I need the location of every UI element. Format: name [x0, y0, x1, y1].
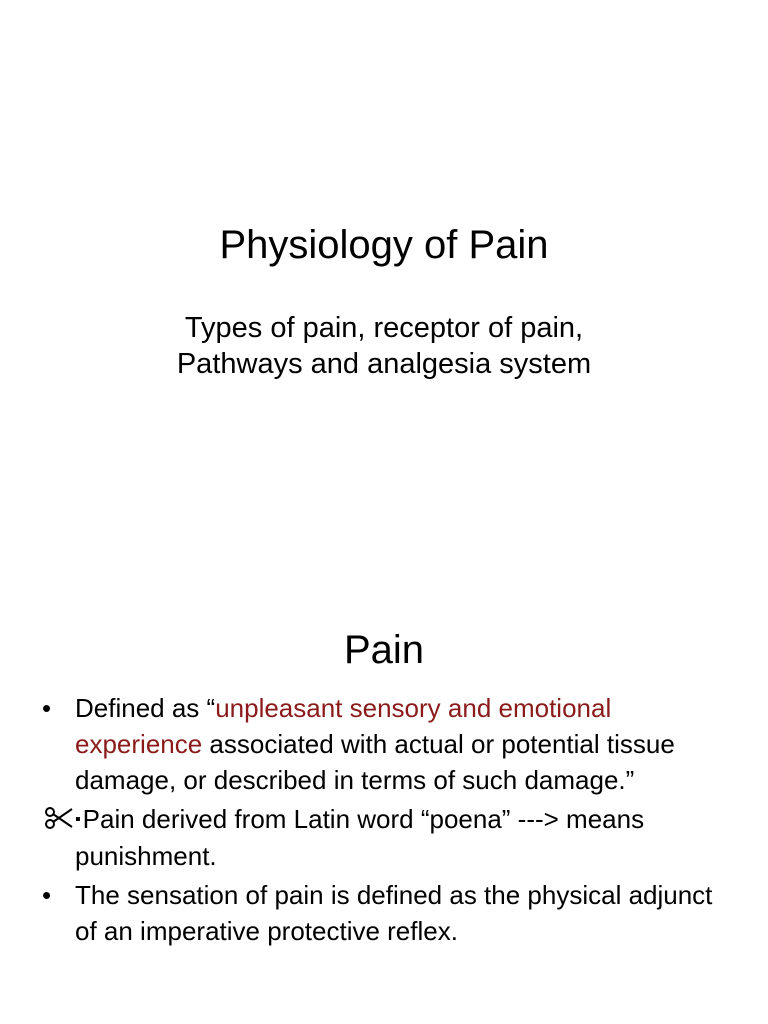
subtitle-line-1: Types of pain, receptor of pain, — [184, 312, 584, 344]
bullet-marker: • — [42, 693, 52, 723]
slide-title: Physiology of Pain — [219, 223, 549, 267]
bullet-text: The sensation of pain is defined as the physical adjunct of an imperative protective reflex. — [75, 880, 713, 946]
highlighted-definition: unpleasant sensory and emotional experience — [75, 693, 612, 759]
bullet-definition — [0, 690, 768, 798]
bullet-suffix: associated with actual or potential tissue damage, or described in terms of such damage.” — [75, 729, 675, 795]
subtitle-line-2: Pathways and analgesia system — [176, 348, 592, 380]
bullet-sensation — [0, 877, 768, 949]
slide-heading: Pain — [343, 628, 425, 672]
square-bullet-icon: ▪ — [75, 811, 81, 828]
scissors-icon — [44, 803, 74, 833]
bullet-marker: • — [42, 880, 52, 910]
slide-subtitle — [0, 310, 768, 382]
bullet-list — [0, 690, 768, 952]
bullet-etymology — [0, 801, 768, 874]
bullet-prefix: Defined as “ — [75, 693, 216, 723]
pain-slide — [0, 576, 768, 1024]
bullet-text: Pain derived from Latin word “poena” ---> means punishment. — [75, 804, 645, 871]
